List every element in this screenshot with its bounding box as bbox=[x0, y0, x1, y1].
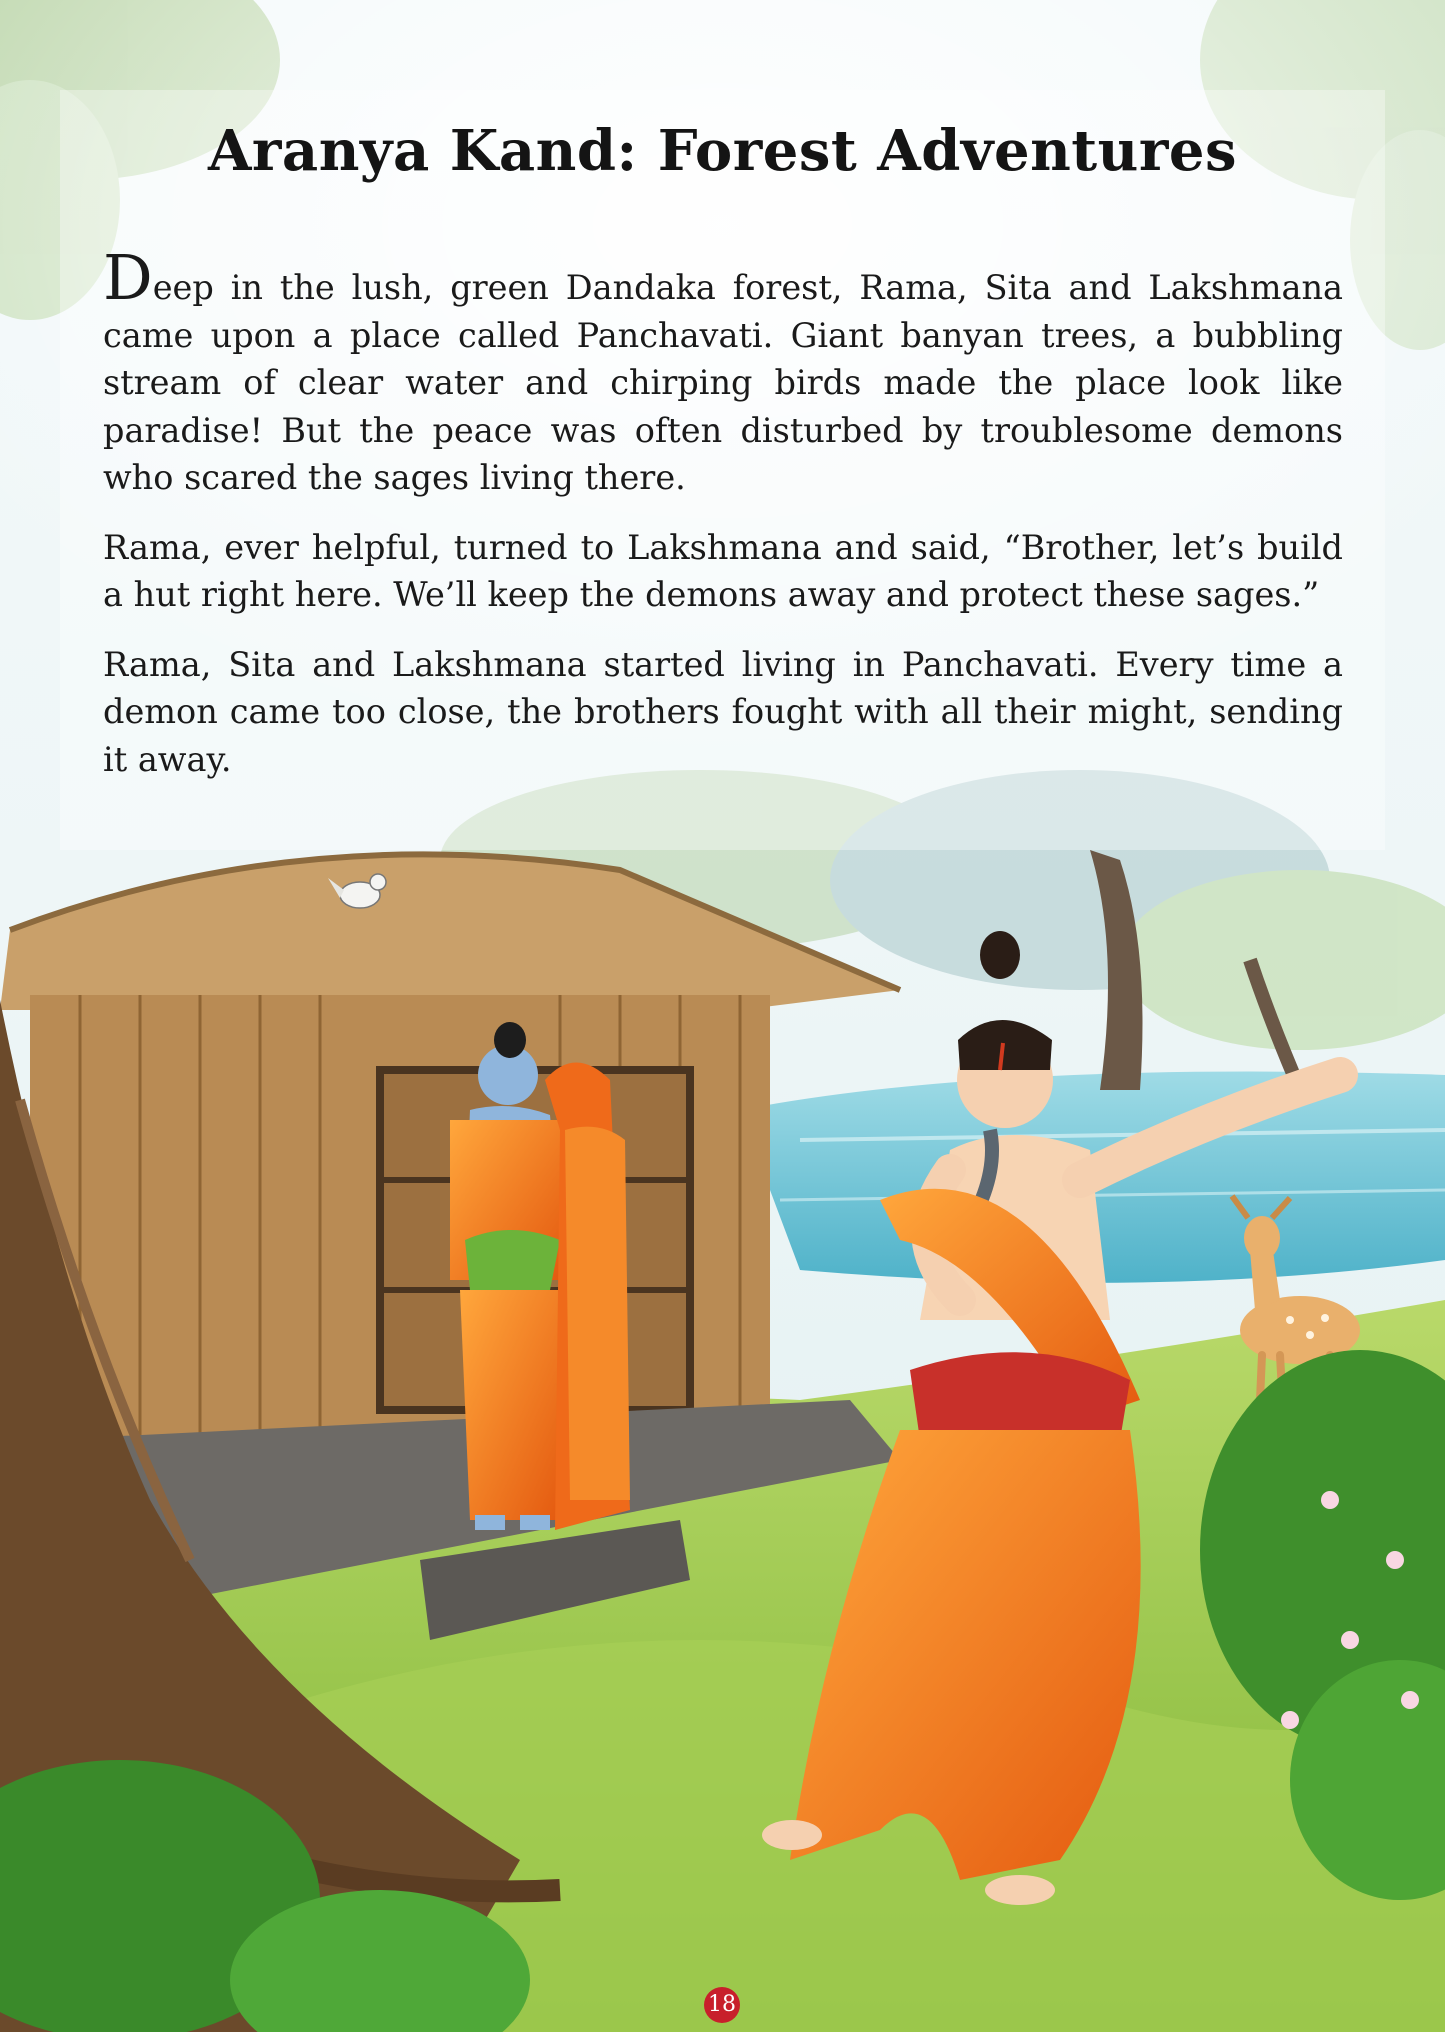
paragraph-2: Rama, ever helpful, turned to Lakshmana and said, “Brother, let’s build a hut right here. We’ll keep the demons away and protect these sages.” bbox=[103, 527, 1343, 614]
story-text bbox=[103, 241, 1343, 805]
page-number-badge: 18 bbox=[704, 1987, 740, 2023]
page-title: Aranya Kand: Forest Adventures bbox=[207, 118, 1238, 184]
paragraph-1 bbox=[103, 241, 1343, 502]
paragraph-1-text: eep in the lush, green Dandaka forest, Rama, Sita and Lakshmana came upon a place called Panchavati. Giant banyan trees, a bubbling stream of clear water and chirping birds made the place look like paradise! But the peace was often disturbed by troublesome demons who scared the sages living there. bbox=[103, 268, 1343, 497]
paragraph-3: Rama, Sita and Lakshmana started living in Panchavati. Every time a demon came too close, the brothers fought with all their might, sending it away. bbox=[103, 644, 1343, 779]
drop-cap: D bbox=[103, 241, 153, 314]
